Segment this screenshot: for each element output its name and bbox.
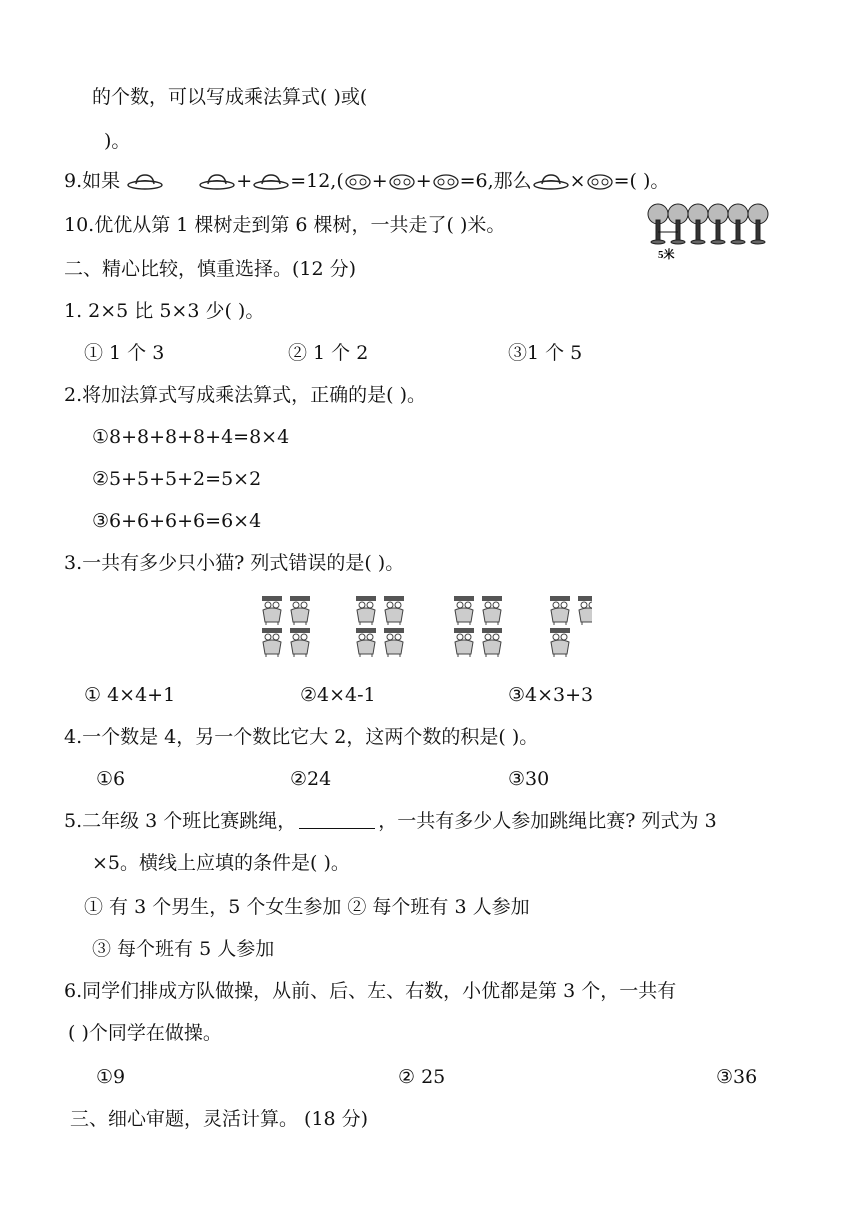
q9-end: =( )。 bbox=[613, 170, 670, 192]
q2-option-1: ①8+8+8+8+4=8×4 bbox=[92, 426, 290, 448]
q5-stem-a: 5.二年级 3 个班比赛跳绳， bbox=[64, 810, 297, 832]
q3-option-2: ②4×4-1 bbox=[300, 684, 376, 706]
section3-title: 三、细心审题，灵活计算。 (18 分) bbox=[70, 1108, 369, 1130]
flower-icon bbox=[586, 172, 614, 192]
flower-icon bbox=[388, 172, 416, 192]
q4-stem: 4.一个数是 4，另一个数比它大 2，这两个数的积是( )。 bbox=[64, 726, 539, 748]
section2-title: 二、精心比较，慎重选择。(12 分) bbox=[64, 258, 357, 280]
q2-option-2: ②5+5+5+2=5×2 bbox=[92, 468, 262, 490]
q2-option-3: ③6+6+6+6=6×4 bbox=[92, 510, 262, 532]
hat-icon bbox=[198, 172, 236, 192]
cat-group-4 bbox=[550, 596, 592, 657]
q5-stem-b: ，一共有多少人参加跳绳比赛? 列式为 3 bbox=[378, 810, 717, 832]
q6-option-3: ③36 bbox=[716, 1066, 758, 1088]
q3-stem: 3.一共有多少只小猫? 列式错误的是( )。 bbox=[64, 552, 405, 574]
q1-option-2: ② 1 个 2 bbox=[288, 342, 369, 364]
q5-blank bbox=[299, 810, 375, 829]
q2-stem: 2.将加法算式写成乘法算式，正确的是( )。 bbox=[64, 384, 426, 406]
trees-figure bbox=[646, 202, 772, 264]
q1-option-1: ① 1 个 3 bbox=[84, 342, 165, 364]
q6-option-1: ①9 bbox=[96, 1066, 126, 1088]
q4-option-3: ③30 bbox=[508, 768, 550, 790]
q9-times: × bbox=[569, 170, 586, 192]
q6-stem-line2: ( )个同学在做操。 bbox=[68, 1022, 222, 1044]
q5-option-1-2: ① 有 3 个男生，5 个女生参加 ② 每个班有 3 人参加 bbox=[84, 896, 530, 918]
q9-eq1-tail: =12, bbox=[290, 170, 337, 192]
q5-stem-line1 bbox=[64, 808, 717, 834]
q5-option-3: ③ 每个班有 5 人参加 bbox=[92, 938, 275, 960]
q1-stem: 1. 2×5 比 5×3 少( )。 bbox=[64, 300, 265, 322]
cat-group-2 bbox=[356, 596, 404, 657]
q3-option-1: ① 4×4+1 bbox=[84, 684, 176, 706]
q3-option-3: ③4×3+3 bbox=[508, 684, 594, 706]
trees-distance-label: 5米 bbox=[658, 249, 675, 261]
q1-option-3: ③1 个 5 bbox=[508, 342, 583, 364]
cat-group-3 bbox=[454, 596, 502, 657]
hat-icon bbox=[126, 172, 164, 192]
hat-icon bbox=[252, 172, 290, 192]
q6-option-2: ② 25 bbox=[398, 1066, 446, 1088]
flower-icon bbox=[344, 172, 372, 192]
q4-option-2: ②24 bbox=[290, 768, 332, 790]
q9-prefix: 9.如果 bbox=[64, 170, 121, 192]
hat-icon bbox=[532, 172, 570, 192]
q8-line1: 的个数，可以写成乘法算式( )或( bbox=[92, 86, 368, 108]
q6-stem-line1: 6.同学们排成方队做操，从前、后、左、右数，小优都是第 3 个，一共有 bbox=[64, 980, 677, 1002]
cat-group-1 bbox=[262, 596, 310, 657]
q9-eq2-tail: =6,那么 bbox=[459, 170, 532, 192]
q4-option-1: ①6 bbox=[96, 768, 126, 790]
q5-stem-line2: ×5。横线上应填的条件是( )。 bbox=[92, 852, 350, 874]
flower-icon bbox=[432, 172, 460, 192]
q9-question: 9.如果 + =12,( + + =6,那么 × =( )。 bbox=[64, 170, 670, 192]
cats-figure bbox=[252, 594, 592, 660]
q10-question: 10.优优从第 1 棵树走到第 6 棵树，一共走了( )米。 bbox=[64, 214, 506, 236]
tree-row bbox=[648, 204, 768, 244]
q8-line2: )。 bbox=[104, 130, 131, 152]
